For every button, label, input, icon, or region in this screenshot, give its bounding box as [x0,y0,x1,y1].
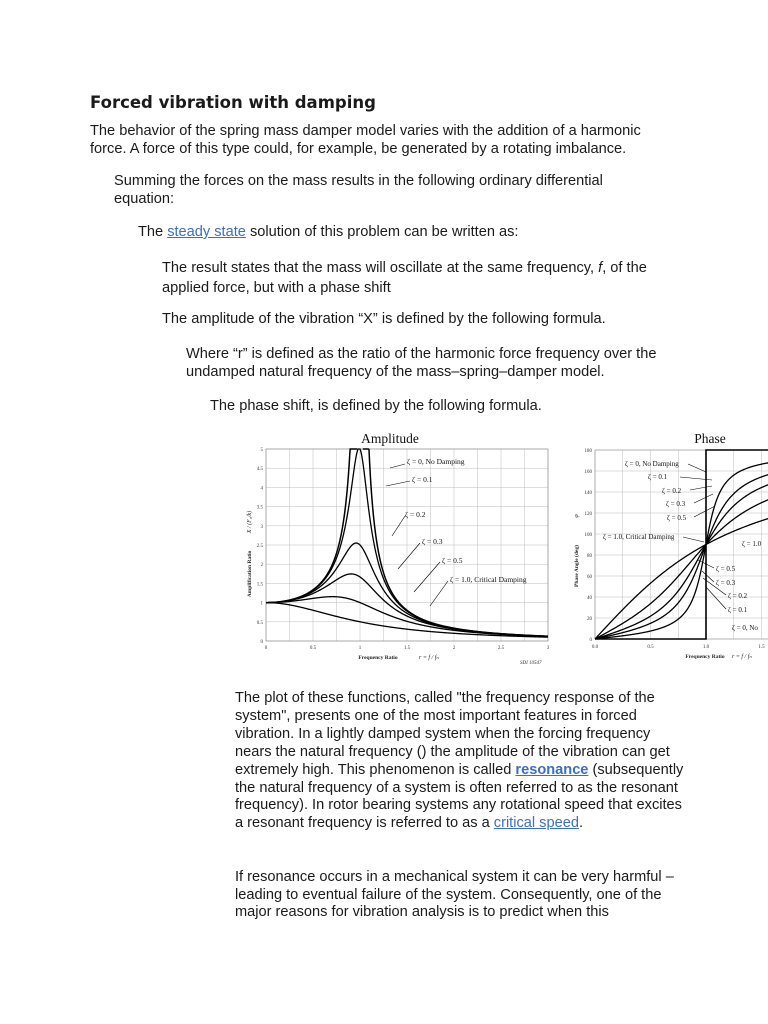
ph-y-tick: 120 [584,512,592,517]
ph-label-zeta02: ζ = 0.2 [662,487,682,495]
amplitude-ylabel-symbol: X / (F₀/k) [247,510,253,534]
ph-label-b-zeta01: ζ = 0.1 [728,606,748,614]
ph-y-tick: 60 [587,575,592,580]
ph-x-tick: 0.5 [647,645,654,650]
ph-y-tick: 80 [587,554,592,559]
ph-curve-zeta-1 [595,512,768,639]
if-resonance-paragraph: If resonance occurs in a mechanical system it can be very harmful – leading to eventual failure of the system. Consequently, one of the major reasons for vibration analysis is to predict when this [235,869,674,920]
amp-y-tick: 1 [260,601,263,607]
amp-x-tick: 2 [452,646,456,651]
amp-y-tick: 2 [260,563,263,569]
ph-label-b-zeta02: ζ = 0.2 [728,592,748,600]
amp-label-zeta05: ζ = 0.5 [442,556,463,565]
amp-label-zeta03: ζ = 0.3 [422,537,443,546]
ph-y-tick: 140 [584,491,592,496]
phase-xlabel: Frequency Ratio [685,654,725,660]
ph-x-tick: 1.0 [702,645,710,650]
amplitude-x-ticks [265,646,550,651]
amp-y-tick: 0.5 [256,620,263,626]
amplitude-y-ticks [257,448,264,645]
critical-speed-link[interactable]: critical speed [493,815,579,832]
amplitude-title: Amplitude [361,431,419,446]
amp-y-tick: 4.5 [256,467,263,473]
phase-ylabel-symbol: φ [574,514,580,518]
amplitude-chart [234,426,568,670]
section-heading: Forced vibration with damping [90,93,376,112]
ph-label-zeta03: ζ = 0.3 [666,500,686,508]
amp-label-zeta01: ζ = 0.1 [412,475,433,484]
phase-xlabel-symbol: r = f / fₙ [732,654,752,660]
amp-x-tick: 3 [546,646,550,651]
resonance-link[interactable]: resonance [515,761,589,778]
phase-ylabel: Phase Angle (deg) [574,545,580,587]
amp-y-tick: 4 [260,486,263,492]
intro-paragraph: The behavior of the spring mass damper model varies with the addition of a harmonic force. A force of this type could, for example, be generated by a rotating imbalance. [90,123,641,157]
amplitude-xlabel: Frequency Ratio [358,655,398,661]
amp-label-zeta0: ζ = 0, No Damping [407,457,465,466]
amplitude-xlabel-symbol: r = f / fₙ [419,655,439,661]
phase-x-ticks [592,645,765,650]
frequency-response-paragraph: The plot of these functions, called "the frequency response of the system", presents one of the most important features in forced vibration. In a lightly damped system when the forcing frequency nears the natural frequency () the amplitude of the vibration can get extremely high. This phenomenon is called resonance (subsequently the natural frequency of a system is often referred to as the resonant frequency). In rotor bearing systems any rotational speed that excites a resonant frequency is referred to as a critical speed. [235,690,684,832]
phase-chart [570,426,768,670]
amplitude-paragraph: The amplitude of the vibration “X” is defined by the following formula. [162,311,606,327]
ph-y-tick: 40 [587,596,592,601]
amplitude-credit: SDI 10547 [520,661,542,666]
ph-label-b-zeta05: ζ = 0.5 [716,565,736,573]
ph-y-tick: 20 [587,617,592,622]
ph-label-zeta05: ζ = 0.5 [667,514,687,522]
amp-label-zeta10: ζ = 1.0, Critical Damping [450,575,527,584]
ph-x-tick: 1.5 [758,645,765,650]
phase-shift-paragraph: The phase shift, is defined by the following formula. [210,398,542,414]
ph-label-zeta01: ζ = 0.1 [648,473,668,481]
amp-y-tick: 3.5 [256,505,263,511]
ph-y-tick: 160 [584,470,592,475]
summing-paragraph: Summing the forces on the mass results in the following ordinary differential equation: [114,173,603,207]
steady-state-link[interactable]: steady state [167,224,246,240]
amp-x-tick: 2.5 [497,646,505,651]
ph-label-right-zeta10: ζ = 1.0 [742,540,762,548]
phase-title: Phase [694,431,726,446]
amp-x-tick: 1.5 [403,646,411,651]
amp-y-tick: 3 [260,524,263,530]
amp-y-tick: 5 [260,448,263,453]
ph-y-tick: 180 [584,449,592,454]
ph-y-tick: 0 [589,638,592,643]
amplitude-grid [266,449,548,641]
amp-y-tick: 1.5 [256,582,263,588]
ph-label-b-zeta03: ζ = 0.3 [716,579,736,587]
phase-y-ticks [585,449,593,643]
amp-label-zeta02: ζ = 0.2 [405,510,426,519]
ph-label-b-zeta0: ζ = 0, No [732,624,758,632]
ph-label-zeta0: ζ = 0, No Damping [625,460,679,468]
amplitude-ylabel: Amplification Ratio [247,550,253,598]
ph-y-tick: 100 [584,533,592,538]
amp-y-tick: 0 [260,640,263,645]
steady-state-paragraph: The steady state solution of this problem can be written as: [138,224,519,240]
amp-x-tick: 0 [264,646,268,651]
ph-label-zeta10: ζ = 1.0, Critical Damping [603,533,675,541]
ph-x-tick: 0.0 [591,645,599,650]
amp-y-tick: 2.5 [256,544,263,549]
amp-x-tick: 0.5 [309,646,317,651]
amp-x-tick: 1 [358,646,362,651]
where-r-paragraph: Where “r” is defined as the ratio of the harmonic force frequency over the undamped natural frequency of the mass–spring–damper model. [186,346,657,380]
result-paragraph: The result states that the mass will oscillate at the same frequency, f, of the applied force, but with a phase shift [162,260,647,296]
amp-curve-zeta-0-right [363,449,548,636]
